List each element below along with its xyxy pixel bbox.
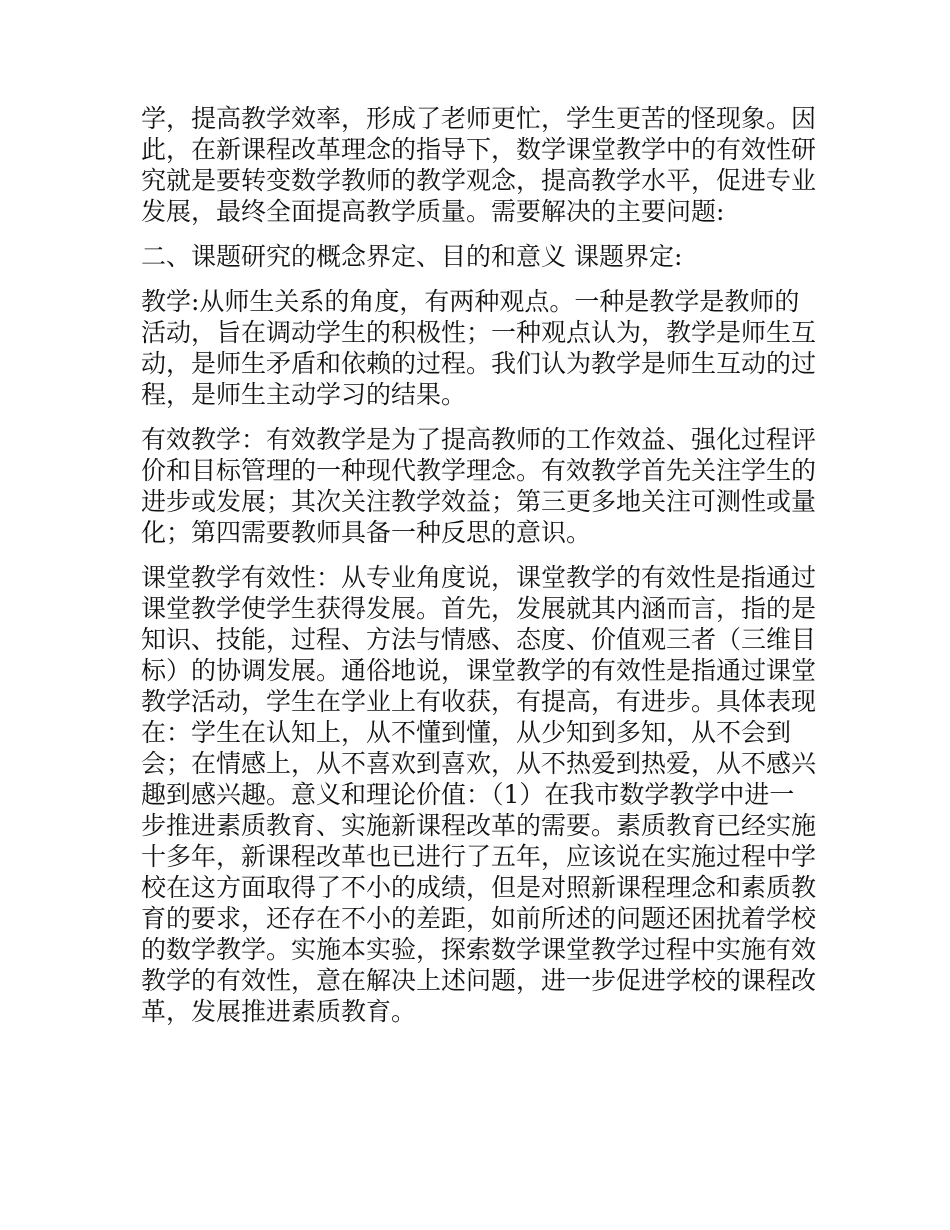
text-line: 学，提高教学效率，形成了老师更忙，学生更苦的怪现象。因: [141, 104, 817, 133]
heading-line: 二、课题研究的概念界定、目的和意义 课题界定:: [141, 242, 683, 271]
text-line: 此，在新课程改革理念的指导下，数学课堂教学中的有效性研: [141, 135, 817, 164]
text-line: 的数学教学。实施本实验，探索数学课堂教学过程中实施有效: [141, 935, 817, 964]
document-body: [141, 103, 817, 1041]
text-line: 校在这方面取得了不小的成绩，但是对照新课程理念和素质教: [141, 873, 817, 902]
text-line: 究就是要转变数学教师的教学观念，提高教学水平，促进专业: [141, 166, 817, 195]
paragraph-effective-teaching: [141, 424, 817, 548]
text-line: 教学的有效性，意在解决上述问题，进一步促进学校的课程改: [141, 966, 817, 995]
text-line: 十多年，新课程改革也已进行了五年，应该说在实施过程中学: [141, 842, 817, 871]
section-heading: [141, 241, 813, 272]
text-line: 趣到感兴趣。意义和理论价值：（1）在我市数学教学中进一: [141, 780, 795, 809]
paragraph-intro: [141, 103, 817, 227]
text-line: 教学:从师生关系的角度，有两种观点。一种是教学是教师的: [141, 287, 800, 316]
text-line: 步推进素质教育、实施新课程改革的需要。素质教育已经实施: [141, 811, 817, 840]
text-line: 课堂教学有效性：从专业角度说，课堂教学的有效性是指通过: [141, 563, 817, 592]
text-line: 动，是师生矛盾和依赖的过程。我们认为教学是师生互动的过: [141, 349, 817, 378]
text-line: 标）的协调发展。通俗地说，课堂教学的有效性是指通过课堂: [141, 656, 817, 685]
text-line: 化；第四需要教师具备一种反思的意识。: [141, 518, 592, 547]
text-line: 知识、技能，过程、方法与情感、态度、价值观三者（三维目: [141, 625, 817, 654]
text-line: 进步或发展；其次关注教学效益；第三更多地关注可测性或量: [141, 487, 817, 516]
text-line: 活动，旨在调动学生的积极性；一种观点认为，教学是师生互: [141, 318, 817, 347]
text-line: 育的要求，还存在不小的差距，如前所述的问题还困扰着学校: [141, 904, 817, 933]
text-line: 有效教学：有效教学是为了提高教师的工作效益、强化过程评: [141, 425, 817, 454]
text-line: 程，是师生主动学习的结果。: [141, 380, 467, 409]
text-line: 课堂教学使学生获得发展。首先，发展就其内涵而言，指的是: [141, 594, 817, 623]
text-line: 会；在情感上，从不喜欢到喜欢，从不热爱到热爱，从不感兴: [141, 749, 817, 778]
paragraph-classroom-effectiveness: [141, 562, 817, 1027]
paragraph-teaching-definition: [141, 286, 817, 410]
text-line: 教学活动，学生在学业上有收获，有提高，有进步。具体表现: [141, 687, 817, 716]
text-line: 在：学生在认知上，从不懂到懂，从少知到多知，从不会到: [141, 718, 792, 747]
text-line: 价和目标管理的一种现代教学理念。有效教学首先关注学生的: [141, 456, 817, 485]
text-line: 革，发展推进素质教育。: [141, 997, 417, 1026]
text-line: 发展，最终全面提高教学质量。需要解决的主要问题:: [141, 197, 725, 226]
